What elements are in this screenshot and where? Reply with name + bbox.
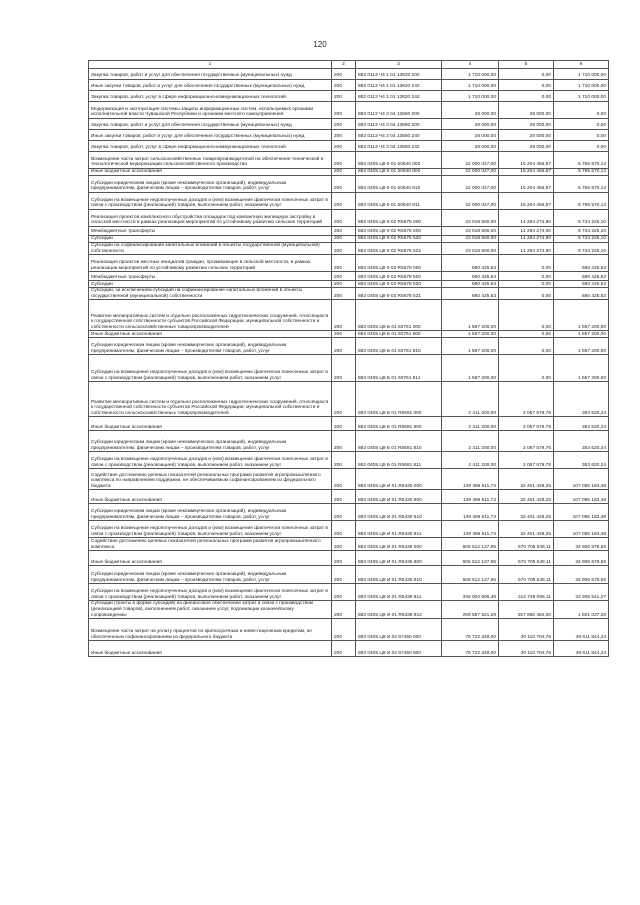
row-budget-code: 882 0405 Ц9 И 01 R5436 000 (356, 538, 442, 551)
table-row (89, 584, 609, 601)
row-description: Субсидии (гранты в форме субсидий) на финансовое обеспечение затрат в связи с производством (реализацией товаров), выполнением работ, оказанием услуг, подлежащие казначейскому сопровождению (89, 601, 332, 619)
row-budget-code: 882 0405 Ц9 9 03 R5678 500 (356, 272, 442, 281)
row-budget-code: 882 0113 Ч4 1 01 13820 240 (356, 80, 442, 91)
row-executed-amount: 15 204 456,87 (499, 193, 554, 210)
row-budget-code: 882 0405 Ц9 И 02 67450 800 (356, 641, 442, 657)
table-row (89, 338, 609, 355)
table-row (89, 300, 609, 331)
row-executed-amount: 0,00 (499, 281, 554, 288)
row-approved-amount: 346 004 606,38 (442, 584, 499, 601)
row-admin-code: 200 (332, 300, 356, 331)
row-remaining-amount: 353 620,24 (554, 452, 609, 469)
table-row (89, 141, 609, 152)
row-remaining-amount: 353 620,24 (554, 431, 609, 452)
row-admin-code: 200 (332, 236, 356, 243)
row-budget-code: 882 0405 Ц9 5 01 60640 800 (356, 169, 442, 176)
row-remaining-amount: 8 734 225,10 (554, 210, 609, 227)
table-body (89, 69, 609, 657)
row-approved-amount: 28 000,00 (442, 119, 499, 130)
row-executed-amount: 28 000,00 (499, 119, 554, 130)
row-description: Содействие достижению целевых показателей региональных программ развития агропромышленного комплекса по направлениям поддержки, не обеспечиваемым софинансированием из федерального бюджета (89, 469, 332, 490)
row-executed-amount: 15 204 456,87 (499, 176, 554, 193)
row-description: Реализация проектов местных инициатив граждан, проживающих в сельской местности, в рамках реализации мероприятий по устойчивому развитию сельских территорий (89, 255, 332, 272)
row-executed-amount: 0,00 (499, 80, 554, 91)
row-budget-code: 882 0405 Ц9 5 01 60640 000 (356, 152, 442, 169)
row-executed-amount: 2 057 579,76 (499, 452, 554, 469)
row-admin-code: 200 (332, 141, 356, 152)
row-budget-code: 882 0405 Ц9 И 01 R5436 812 (356, 601, 442, 619)
row-remaining-amount: 680 425,53 (554, 255, 609, 272)
row-remaining-amount: 1 567 200,00 (554, 338, 609, 355)
row-approved-amount: 1 710 000,00 (442, 91, 499, 102)
row-budget-code: 882 0405 Ц9 9 03 R5678 521 (356, 288, 442, 300)
row-description: Иные бюджетные ассигнования (89, 490, 332, 504)
row-budget-code: 882 0113 Ч4 3 04 13850 000 (356, 102, 442, 119)
row-remaining-amount: 8 734 225,10 (554, 243, 609, 255)
table-row (89, 80, 609, 91)
row-remaining-amount: 34 906 578,55 (554, 538, 609, 551)
row-admin-code: 200 (332, 243, 356, 255)
row-executed-amount: 0,00 (499, 338, 554, 355)
row-admin-code: 200 (332, 102, 356, 119)
row-remaining-amount: 34 906 578,55 (554, 566, 609, 584)
row-description: Иные закупки товаров, работ и услуг для обеспечения государственных (муниципальных) нужд (89, 130, 332, 141)
row-description: Закупка товаров, работ, услуг в сфере информационно-коммуникационных технологий (89, 141, 332, 152)
table-row (89, 601, 609, 619)
header-col-4: 4 (442, 61, 499, 69)
row-remaining-amount: 353 620,24 (554, 417, 609, 431)
row-description: Субсидии юридическим лицам (кроме некоммерческих организаций), индивидуальным предпринимателям, физическим лицам – производителям товаров, работ, услуг (89, 176, 332, 193)
row-admin-code: 200 (332, 584, 356, 601)
row-remaining-amount: 0,00 (554, 130, 609, 141)
table-row (89, 227, 609, 236)
row-executed-amount: 0,00 (499, 288, 554, 300)
row-approved-amount: 22 000 027,00 (442, 176, 499, 193)
row-description: Субсидии на возмещение недополученных доходов и (или) возмещение фактически понесенных затрат в связи с производством (реализацией) товаров, выполнением работ, оказанием услуг (89, 452, 332, 469)
row-description: Иные бюджетные ассигнования (89, 331, 332, 338)
row-approved-amount: 139 496 611,73 (442, 504, 499, 521)
row-approved-amount: 1 567 200,00 (442, 300, 499, 331)
table-row (89, 91, 609, 102)
header-col-1: 1 (89, 61, 332, 69)
row-budget-code: 882 0113 Ч4 3 04 13850 200 (356, 119, 442, 130)
row-budget-code: 882 0405 Ц9 Б 01 R5681 810 (356, 431, 442, 452)
row-approved-amount: 1 567 200,00 (442, 331, 499, 338)
row-remaining-amount: 6 795 570,13 (554, 152, 609, 169)
table-row (89, 152, 609, 169)
row-description: Развитие мелиоративных систем и отдельно расположенных гидротехнических сооружений, относящихся к государственной собственности субъектов Российской Федерации, муниципальной собственности и собственности сельскохозяйственных товаропроизводителей (89, 382, 332, 417)
row-approved-amount: 79 722 349,00 (442, 641, 499, 657)
row-executed-amount: 28 000,00 (499, 141, 554, 152)
table-row (89, 176, 609, 193)
row-remaining-amount: 6 795 570,13 (554, 193, 609, 210)
row-admin-code: 200 (332, 69, 356, 80)
table-row (89, 102, 609, 119)
row-admin-code: 200 (332, 176, 356, 193)
table-row (89, 619, 609, 641)
row-description: Субсидии (89, 236, 332, 243)
row-approved-amount: 28 000,00 (442, 141, 499, 152)
table-row (89, 355, 609, 382)
row-budget-code: 882 0405 Ц9 Б 01 60761 000 (356, 300, 442, 331)
table-row (89, 469, 609, 490)
table-row (89, 281, 609, 288)
row-budget-code: 882 0405 Ц9 5 01 60640 810 (356, 176, 442, 193)
row-remaining-amount: 353 620,24 (554, 382, 609, 417)
row-executed-amount: 2 057 579,76 (499, 431, 554, 452)
row-approved-amount: 79 722 349,00 (442, 619, 499, 641)
row-admin-code: 200 (332, 417, 356, 431)
row-description: Иные бюджетные ассигнования (89, 169, 332, 176)
row-approved-amount: 2 411 200,00 (442, 431, 499, 452)
row-description: Субсидии юридическим лицам (кроме некоммерческих организаций), индивидуальным предпринимателям, физическим лицам – производителям товаров, работ, услуг (89, 504, 332, 521)
row-admin-code: 200 (332, 566, 356, 584)
row-description: Возмещение части затрат на уплату процентов по краткосрочным и инвестиционным кредитам, не обеспеченным софинансированием из федерального бюджета (89, 619, 332, 641)
row-budget-code: 882 0405 Ц9 9 02 R5675 520 (356, 236, 442, 243)
row-remaining-amount: 8 734 225,10 (554, 236, 609, 243)
row-description: Содействие достижению целевых показателей региональных программ развития агропромышленного комплекса (89, 538, 332, 551)
row-remaining-amount: 33 305 541,27 (554, 584, 609, 601)
row-admin-code: 200 (332, 641, 356, 657)
row-remaining-amount: 680 425,53 (554, 288, 609, 300)
row-remaining-amount: 8 734 225,10 (554, 227, 609, 236)
row-description: Иные бюджетные ассигнования (89, 417, 332, 431)
row-budget-code: 882 0405 Ц9 И 01 R5430 811 (356, 521, 442, 538)
row-budget-code: 882 0113 Ч4 1 01 13820 200 (356, 69, 442, 80)
row-description: Иные закупки товаров, работ и услуг для обеспечения государственных (муниципальных) нужд (89, 80, 332, 91)
row-approved-amount: 1 567 200,00 (442, 338, 499, 355)
row-executed-amount: 30 110 704,76 (499, 619, 554, 641)
row-admin-code: 200 (332, 490, 356, 504)
table-row (89, 382, 609, 417)
row-admin-code: 200 (332, 80, 356, 91)
row-remaining-amount: 1 601 037,28 (554, 601, 609, 619)
header-row (89, 61, 609, 69)
row-budget-code: 882 0405 Ц9 И 02 67450 000 (356, 619, 442, 641)
row-budget-code: 882 0405 Ц9 И 01 R5436 811 (356, 584, 442, 601)
row-approved-amount: 680 425,53 (442, 288, 499, 300)
row-approved-amount: 680 425,53 (442, 255, 499, 272)
row-remaining-amount: 107 095 183,48 (554, 521, 609, 538)
row-executed-amount: 2 057 579,76 (499, 382, 554, 417)
row-description: Субсидии, за исключением субсидий на софинансирование капитальных вложений в объекты государственной (муниципальной) собственности (89, 288, 332, 300)
row-budget-code: 882 0405 Ц9 Б 01 R5681 000 (356, 382, 442, 417)
row-remaining-amount: 6 795 570,13 (554, 176, 609, 193)
row-executed-amount: 28 000,00 (499, 130, 554, 141)
row-remaining-amount: 0,00 (554, 119, 609, 130)
row-executed-amount: 312 749 065,11 (499, 584, 554, 601)
row-remaining-amount: 107 095 183,48 (554, 504, 609, 521)
row-admin-code: 200 (332, 452, 356, 469)
row-executed-amount: 14 284 274,90 (499, 210, 554, 227)
table-row (89, 452, 609, 469)
row-admin-code: 200 (332, 619, 356, 641)
row-budget-code: 882 0113 Ч4 3 04 13850 240 (356, 130, 442, 141)
row-executed-amount: 570 705 549,11 (499, 566, 554, 584)
row-executed-amount: 0,00 (499, 69, 554, 80)
row-executed-amount: 15 204 456,87 (499, 169, 554, 176)
row-budget-code: 882 0405 Ц9 И 01 R5436 810 (356, 566, 442, 584)
row-description: Иные бюджетные ассигнования (89, 641, 332, 657)
row-description: Закупка товаров, работ и услуг для обеспечения государственных (муниципальных) нужд (89, 69, 332, 80)
row-approved-amount: 23 018 500,00 (442, 243, 499, 255)
row-description: Субсидии на софинансирование капитальных вложений в объекты государственной (муниципальной) собственности (89, 243, 332, 255)
row-budget-code: 882 0113 Ч4 1 01 13820 242 (356, 91, 442, 102)
row-executed-amount: 30 110 704,76 (499, 641, 554, 657)
row-admin-code: 200 (332, 130, 356, 141)
header-col-6: 6 (554, 61, 609, 69)
row-admin-code: 200 (332, 272, 356, 281)
row-approved-amount: 605 612 127,65 (442, 566, 499, 584)
row-admin-code: 200 (332, 119, 356, 130)
row-admin-code: 200 (332, 521, 356, 538)
row-description: Субсидии на возмещение недополученных доходов и (или) возмещение фактически понесенных затрат в связи с производством (реализацией) товаров, выполнением работ, оказанием услуг (89, 193, 332, 210)
row-admin-code: 200 (332, 91, 356, 102)
row-approved-amount: 2 411 200,00 (442, 417, 499, 431)
table-row (89, 551, 609, 566)
table-row (89, 288, 609, 300)
row-description: Субсидии на возмещение недополученных доходов и (или) возмещение фактически понесенных затрат в связи с производством (реализацией) товаров, выполнением работ, оказанием услуг (89, 584, 332, 601)
row-executed-amount: 0,00 (499, 91, 554, 102)
row-budget-code: 882 0405 Ц9 9 02 R5675 500 (356, 227, 442, 236)
row-approved-amount: 2 411 200,00 (442, 452, 499, 469)
row-admin-code: 200 (332, 227, 356, 236)
table-row (89, 538, 609, 551)
row-approved-amount: 22 000 027,00 (442, 169, 499, 176)
row-admin-code: 200 (332, 469, 356, 490)
table-row (89, 193, 609, 210)
row-admin-code: 200 (332, 169, 356, 176)
row-budget-code: 882 0405 Ц9 И 01 R5430 810 (356, 504, 442, 521)
row-remaining-amount: 680 425,53 (554, 281, 609, 288)
row-budget-code: 882 0405 Ц9 Б 01 R5681 811 (356, 452, 442, 469)
table-row (89, 331, 609, 338)
table-row (89, 431, 609, 452)
row-remaining-amount: 0,00 (554, 102, 609, 119)
row-description: Межбюджетные трансферты (89, 227, 332, 236)
row-admin-code: 200 (332, 331, 356, 338)
row-description: Субсидии юридическим лицам (кроме некоммерческих организаций), индивидуальным предпринимателям, физическим лицам – производителям товаров, работ, услуг (89, 338, 332, 355)
row-approved-amount: 23 018 500,00 (442, 210, 499, 227)
row-executed-amount: 32 401 428,25 (499, 521, 554, 538)
row-remaining-amount: 0,00 (554, 141, 609, 152)
table-row (89, 504, 609, 521)
row-executed-amount: 0,00 (499, 300, 554, 331)
header-col-3: 3 (356, 61, 442, 69)
row-remaining-amount: 680 425,53 (554, 272, 609, 281)
row-budget-code: 882 0405 Ц9 И 01 R5436 800 (356, 551, 442, 566)
row-executed-amount: 32 401 428,25 (499, 504, 554, 521)
row-admin-code: 200 (332, 152, 356, 169)
row-admin-code: 200 (332, 355, 356, 382)
row-admin-code: 200 (332, 193, 356, 210)
row-approved-amount: 28 000,00 (442, 130, 499, 141)
row-executed-amount: 32 401 428,25 (499, 490, 554, 504)
row-description: Модернизация и эксплуатация системы защиты информационных систем, используемых органами исполнительной власти Чувашской Республики и органами местного самоуправления (89, 102, 332, 119)
row-description: Субсидии (89, 281, 332, 288)
row-remaining-amount: 1 710 000,00 (554, 80, 609, 91)
row-description: Субсидии на возмещение недополученных доходов и (или) возмещение фактически понесенных затрат в связи с производством (реализацией) товаров, выполнением работ, оказанием услуг (89, 521, 332, 538)
row-executed-amount: 0,00 (499, 331, 554, 338)
row-budget-code: 882 0405 Ц9 9 03 R5678 000 (356, 255, 442, 272)
row-admin-code: 200 (332, 601, 356, 619)
table-row (89, 169, 609, 176)
page-number: 120 (313, 40, 327, 49)
row-budget-code: 882 0405 Ц9 И 01 R5430 000 (356, 469, 442, 490)
budget-table (88, 60, 609, 657)
header-col-2: 2 (332, 61, 356, 69)
row-remaining-amount: 1 567 200,00 (554, 331, 609, 338)
table-row (89, 130, 609, 141)
row-budget-code: 882 0405 Ц9 5 01 60640 811 (356, 193, 442, 210)
row-remaining-amount: 49 611 644,24 (554, 641, 609, 657)
row-remaining-amount: 107 095 183,48 (554, 469, 609, 490)
table-row (89, 255, 609, 272)
row-approved-amount: 23 018 500,00 (442, 236, 499, 243)
table-row (89, 417, 609, 431)
row-admin-code: 200 (332, 210, 356, 227)
row-approved-amount: 680 425,53 (442, 281, 499, 288)
row-admin-code: 200 (332, 504, 356, 521)
table-row (89, 210, 609, 227)
row-approved-amount: 23 018 500,00 (442, 227, 499, 236)
row-executed-amount: 0,00 (499, 255, 554, 272)
row-admin-code: 200 (332, 551, 356, 566)
row-approved-amount: 139 496 611,73 (442, 469, 499, 490)
row-budget-code: 882 0405 Ц9 9 03 R5678 520 (356, 281, 442, 288)
row-budget-code: 882 0405 Ц9 Б 01 60761 810 (356, 338, 442, 355)
row-approved-amount: 259 557 521,28 (442, 601, 499, 619)
row-remaining-amount: 49 611 644,24 (554, 619, 609, 641)
row-executed-amount: 570 705 549,11 (499, 551, 554, 566)
row-admin-code: 200 (332, 538, 356, 551)
row-remaining-amount: 6 795 570,13 (554, 169, 609, 176)
table-row (89, 272, 609, 281)
row-admin-code: 200 (332, 255, 356, 272)
row-approved-amount: 22 000 027,00 (442, 152, 499, 169)
row-admin-code: 200 (332, 431, 356, 452)
table-row (89, 566, 609, 584)
row-description: Реализация проектов комплексного обустройства площадок под компактную жилищную застройку в сельской местности в рамках реализации мероприятий по устойчивому развитию сельских территорий (89, 210, 332, 227)
row-approved-amount: 2 411 200,00 (442, 382, 499, 417)
row-approved-amount: 605 612 127,65 (442, 538, 499, 551)
row-budget-code: 882 0405 Ц9 9 02 R5675 000 (356, 210, 442, 227)
row-executed-amount: 32 401 428,25 (499, 469, 554, 490)
row-description: Субсидии юридическим лицам (кроме некоммерческих организаций), индивидуальным предпринимателям, физическим лицам – производителям товаров, работ, услуг (89, 566, 332, 584)
row-approved-amount: 1 710 000,00 (442, 80, 499, 91)
table-row (89, 641, 609, 657)
row-approved-amount: 1 710 000,00 (442, 69, 499, 80)
row-description: Возмещение части затрат сельскохозяйственных товаропроизводителей на обеспечение технической и технологической модернизации сельскохозяйственного производства (89, 152, 332, 169)
row-admin-code: 200 (332, 288, 356, 300)
row-executed-amount: 14 284 274,90 (499, 236, 554, 243)
table-row (89, 236, 609, 243)
row-executed-amount: 28 000,00 (499, 102, 554, 119)
row-executed-amount: 0,00 (499, 355, 554, 382)
row-description: Иные бюджетные ассигнования (89, 551, 332, 566)
row-executed-amount: 570 705 549,11 (499, 538, 554, 551)
row-description: Закупка товаров, работ и услуг для обеспечения государственных (муниципальных) нужд (89, 119, 332, 130)
row-admin-code: 200 (332, 281, 356, 288)
row-admin-code: 200 (332, 338, 356, 355)
row-admin-code: 200 (332, 382, 356, 417)
row-executed-amount: 2 057 579,76 (499, 417, 554, 431)
table-row (89, 119, 609, 130)
row-description: Субсидии на возмещение недополученных доходов и (или) возмещение фактически понесенных затрат в связи с производством (реализацией) товаров, выполнением работ, оказанием услуг (89, 355, 332, 382)
row-approved-amount: 680 425,53 (442, 272, 499, 281)
row-approved-amount: 139 496 611,73 (442, 521, 499, 538)
row-budget-code: 882 0405 Ц9 И 01 R5430 800 (356, 490, 442, 504)
row-remaining-amount: 1 567 200,00 (554, 355, 609, 382)
row-approved-amount: 28 000,00 (442, 102, 499, 119)
row-remaining-amount: 1 710 000,00 (554, 69, 609, 80)
table-row (89, 69, 609, 80)
row-description: Субсидии юридическим лицам (кроме некоммерческих организаций), индивидуальным предпринимателям, физическим лицам – производителям товаров, работ, услуг (89, 431, 332, 452)
table-row (89, 521, 609, 538)
table-row (89, 243, 609, 255)
row-approved-amount: 605 612 127,65 (442, 551, 499, 566)
row-description: Развитие мелиоративных систем и отдельно расположенных гидротехнических сооружений, относящихся к государственной собственности субъектов Российской Федерации, муниципальной собственности и собственности сельскохозяйственных товаропроизводителей (89, 300, 332, 331)
row-remaining-amount: 1 567 200,00 (554, 300, 609, 331)
row-approved-amount: 139 496 611,73 (442, 490, 499, 504)
row-remaining-amount: 34 906 578,55 (554, 551, 609, 566)
row-remaining-amount: 1 710 000,00 (554, 91, 609, 102)
row-approved-amount: 1 567 200,00 (442, 355, 499, 382)
row-description: Межбюджетные трансферты (89, 272, 332, 281)
row-budget-code: 882 0405 Ц9 Б 01 60761 800 (356, 331, 442, 338)
row-budget-code: 882 0113 Ч4 3 04 13850 242 (356, 141, 442, 152)
row-description: Закупка товаров, работ, услуг в сфере информационно-коммуникационных технологий (89, 91, 332, 102)
row-budget-code: 882 0405 Ц9 Б 01 R5681 800 (356, 417, 442, 431)
row-executed-amount: 14 284 274,90 (499, 243, 554, 255)
table-row (89, 490, 609, 504)
row-executed-amount: 15 204 456,87 (499, 152, 554, 169)
row-budget-code: 882 0405 Ц9 9 02 R5675 522 (356, 243, 442, 255)
header-col-5: 5 (499, 61, 554, 69)
row-remaining-amount: 107 095 183,48 (554, 490, 609, 504)
row-executed-amount: 0,00 (499, 272, 554, 281)
row-budget-code: 882 0405 Ц9 Б 01 60761 811 (356, 355, 442, 382)
row-approved-amount: 22 000 027,00 (442, 193, 499, 210)
table-header (89, 61, 609, 69)
row-executed-amount: 14 284 274,90 (499, 227, 554, 236)
row-executed-amount: 257 956 484,00 (499, 601, 554, 619)
